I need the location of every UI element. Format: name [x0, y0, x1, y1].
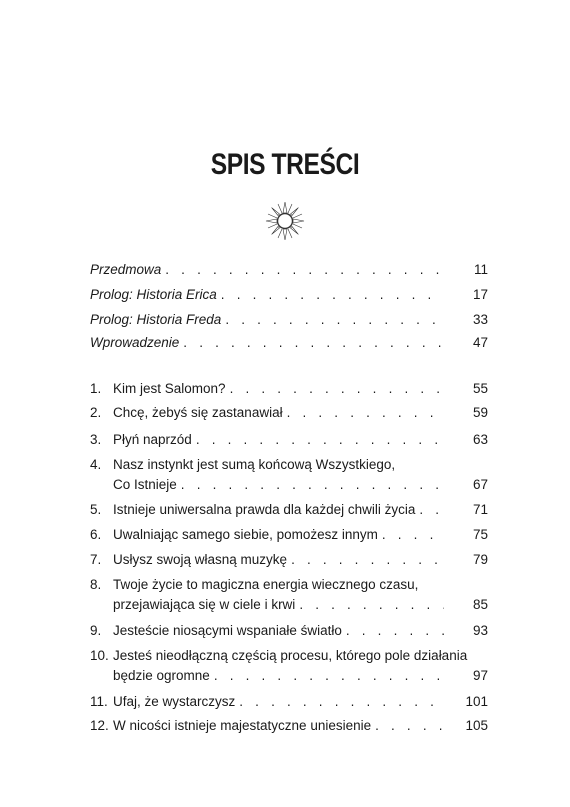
dot-leader — [283, 401, 444, 424]
toc-entry-title: Uwalniając samego siebie, pomożesz innym — [113, 527, 378, 542]
chapter-number: 9. — [90, 623, 102, 638]
page-title: SPIS TREŚCI — [210, 148, 360, 181]
toc-entry-page: 47 — [472, 335, 488, 350]
toc-entry-title: Prolog: Historia Erica — [90, 287, 217, 302]
toc-chapter-7 — [90, 548, 488, 571]
toc-entry-title: Ufaj, że wystarczysz — [113, 694, 236, 709]
toc-entry-page: 67 — [472, 477, 488, 492]
chapter-number: 12. — [90, 718, 109, 733]
toc-entry-page: 11 — [473, 262, 488, 277]
dot-leader — [287, 548, 444, 571]
toc-chapter-3 — [90, 428, 488, 451]
toc-entry-page: 59 — [472, 405, 488, 420]
toc-entry-page: 97 — [472, 668, 488, 683]
toc-entry-title-line2: przejawiająca się w ciele i krwi — [113, 597, 296, 612]
dot-leader — [192, 428, 444, 451]
toc-entry-title: Płyń naprzód — [113, 432, 192, 447]
dot-leader — [179, 331, 444, 354]
dot-leader — [177, 473, 444, 496]
chapter-number: 5. — [90, 502, 102, 517]
dot-leader — [226, 377, 444, 400]
toc-entry-title: Usłysz swoją własną muzykę — [113, 552, 288, 567]
toc-chapter-12 — [90, 714, 488, 737]
toc-chapter-1 — [90, 377, 488, 400]
chapter-number: 1. — [90, 381, 102, 396]
toc-entry-title: Istnieje uniwersalna prawda dla każdej chwili życia — [113, 502, 416, 517]
toc-entry-page: 85 — [472, 597, 488, 612]
toc-entry-page: 33 — [472, 312, 488, 327]
dot-leader — [371, 714, 444, 737]
chapter-number: 10. — [90, 648, 109, 663]
toc-entry-title-line2: Co Istnieje — [113, 477, 177, 492]
dot-leader — [295, 593, 444, 616]
toc-entry-page: 105 — [465, 718, 488, 733]
toc-entry-introduction — [90, 331, 488, 354]
chapter-number: 7. — [90, 552, 102, 567]
toc-entry-page: 79 — [472, 552, 488, 567]
toc-entry-title: Chcę, żebyś się zastanawiał — [113, 405, 283, 420]
toc-chapter-11 — [90, 690, 488, 713]
chapter-number: 6. — [90, 527, 102, 542]
toc-chapter-2 — [90, 401, 488, 424]
dot-leader — [161, 258, 444, 281]
sun-ornament-icon — [264, 200, 306, 242]
toc-entry-preface — [90, 258, 488, 281]
toc-entry-page: 71 — [472, 502, 488, 517]
toc-entry-page: 63 — [472, 432, 488, 447]
toc-entry-title-line1: Nasz instynkt jest sumą końcową Wszystkiego, — [113, 457, 396, 472]
toc-entry-title: Wprowadzenie — [90, 335, 180, 350]
dot-leader — [378, 523, 444, 546]
toc-entry-prolog-eric — [90, 283, 488, 306]
toc-chapter-6 — [90, 523, 488, 546]
toc-entry-title: Kim jest Salomon? — [113, 381, 226, 396]
dot-leader — [210, 664, 444, 687]
toc-entry-title-line1: Jesteś nieodłączną częścią procesu, którego pole działania — [113, 648, 468, 663]
dot-leader — [217, 283, 444, 306]
dot-leader — [415, 498, 444, 521]
toc-entry-title: Przedmowa — [90, 262, 162, 277]
toc-entry-page: 17 — [472, 287, 488, 302]
chapter-number: 4. — [90, 457, 102, 472]
dot-leader — [235, 690, 444, 713]
chapter-number: 2. — [90, 405, 102, 420]
toc-entry-title-line2: będzie ogromne — [113, 668, 210, 683]
toc-entry-title: Jesteście niosącymi wspaniałe światło — [113, 623, 342, 638]
chapter-number: 11. — [90, 694, 108, 709]
dot-leader — [342, 619, 444, 642]
chapter-number: 8. — [90, 577, 102, 592]
toc-entry-page: 55 — [472, 381, 488, 396]
toc-chapter-4-continued — [90, 473, 488, 496]
toc-entry-page: 75 — [472, 527, 488, 542]
toc-chapter-9 — [90, 619, 488, 642]
dot-leader — [221, 308, 444, 331]
toc-entry-title: Prolog: Historia Freda — [90, 312, 222, 327]
toc-entry-title: W nicości istnieje majestatyczne uniesienie — [113, 718, 372, 733]
toc-chapter-8-continued — [90, 593, 488, 616]
toc-entry-title-line1: Twoje życie to magiczna energia wiecznego czasu, — [113, 577, 419, 592]
chapter-number: 3. — [90, 432, 102, 447]
toc-chapter-5 — [90, 498, 488, 521]
toc-chapter-10-continued — [90, 664, 488, 687]
toc-entry-prolog-fred — [90, 308, 488, 331]
toc-entry-page: 101 — [465, 694, 488, 709]
toc-entry-page: 93 — [472, 623, 488, 638]
